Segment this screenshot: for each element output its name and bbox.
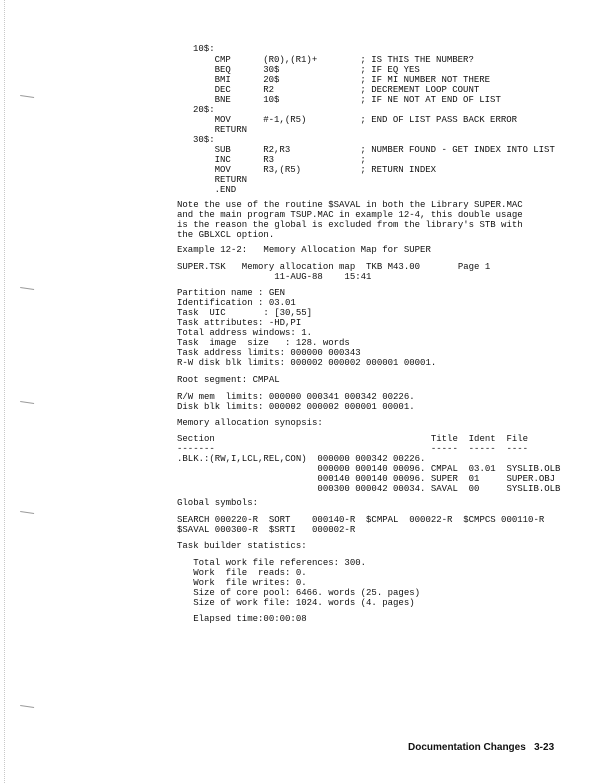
margin-mark [20,401,34,406]
stats-line: Work file writes: 0. [177,578,307,588]
task-info-line: Task address limits: 000000 000343 [177,348,361,358]
code-line: DEC R2 ; DECREMENT LOOP COUNT [193,85,480,95]
synopsis-title: Memory allocation synopsis: [177,418,323,428]
code-line: BNE 10$ ; IF NE NOT AT END OF LIST [193,95,501,105]
binding-edge [4,0,6,783]
note-line: the GBLXCL option. [177,230,275,240]
margin-mark [20,511,34,516]
map-header-line: 11-AUG-88 15:41 [177,272,372,282]
code-line: BMI 20$ ; IF MI NUMBER NOT THERE [193,75,491,85]
elapsed-time: Elapsed time:00:00:08 [177,614,307,624]
synopsis-row: Section Title Ident File [177,434,529,444]
stats-line: Work file reads: 0. [177,568,307,578]
limits-line: R/W mem limits: 000000 000341 000342 00226. [177,392,415,402]
synopsis-row: .BLK.:(RW,I,LCL,REL,CON) 000000 000342 00226. [177,454,426,464]
code-line: RETURN [193,175,248,185]
example-title: Example 12-2: Memory Allocation Map for SUPER [177,245,431,255]
code-line: 30$: [193,135,215,145]
stats-line: Total work file references: 300. [177,558,367,568]
note-line: Note the use of the routine $SAVAL in both the Library SUPER.MAC [177,200,523,210]
globals-line: $SAVAL 000300-R $SRTI 000002-R [177,525,356,535]
task-info-line: R-W disk blk limits: 000002 000002 000001 00001. [177,358,437,368]
code-line: CMP (R0),(R1)+ ; IS THIS THE NUMBER? [193,55,474,65]
code-line: MOV #-1,(R5) ; END OF LIST PASS BACK ERROR [193,115,518,125]
margin-mark [20,705,34,710]
synopsis-row: 000000 000140 00096. CMPAL 03.01 SYSLIB.OLB [177,464,561,474]
page-footer: Documentation Changes 3-23 [408,742,555,753]
task-info-line: Task UIC : [30,55] [177,308,313,318]
task-info-line: Task image size : 128. words [177,338,350,348]
note-line: is the reason the global is excluded from the library's STB with [177,220,523,230]
code-line: BEQ 30$ ; IF EQ YES [193,65,420,75]
margin-mark [20,287,34,292]
code-line: 10$: [193,44,215,54]
map-header-line: SUPER.TSK Memory allocation map TKB M43.00 Page 1 [177,262,491,272]
stats-line: Size of work file: 1024. words (4. pages) [177,598,415,608]
margin-mark [20,95,34,100]
synopsis-row: ------- ----- ----- ---- [177,444,529,454]
code-line: MOV R3,(R5) ; RETURN INDEX [193,165,437,175]
task-info-line: Total address windows: 1. [177,328,313,338]
code-line: RETURN [193,125,248,135]
code-line: .END [193,185,237,195]
code-line: 20$: [193,105,215,115]
note-line: and the main program TSUP.MAC in example 12-4, this double usage [177,210,523,220]
synopsis-row: 000300 000042 00034. SAVAL 00 SYSLIB.OLB [177,484,561,494]
limits-line: Disk blk limits: 000002 000002 000001 00001. [177,402,415,412]
code-line: INC R3 ; [193,155,366,165]
stats-line: Size of core pool: 6466. words (25. pages) [177,588,421,598]
globals-line: SEARCH 000220-R SORT 000140-R $CMPAL 000022-R $CMPCS 000110-R [177,515,545,525]
root-segment: Root segment: CMPAL [177,375,280,385]
synopsis-row: 000140 000140 00096. SUPER 01 SUPER.OBJ [177,474,556,484]
task-info-line: Task attributes: -HD,PI [177,318,302,328]
globals-title: Global symbols: [177,498,259,508]
task-info-line: Identification : 03.01 [177,298,296,308]
task-info-line: Partition name : GEN [177,288,286,298]
stats-title: Task builder statistics: [177,541,307,551]
code-line: SUB R2,R3 ; NUMBER FOUND - GET INDEX INTO LIST [193,145,555,155]
